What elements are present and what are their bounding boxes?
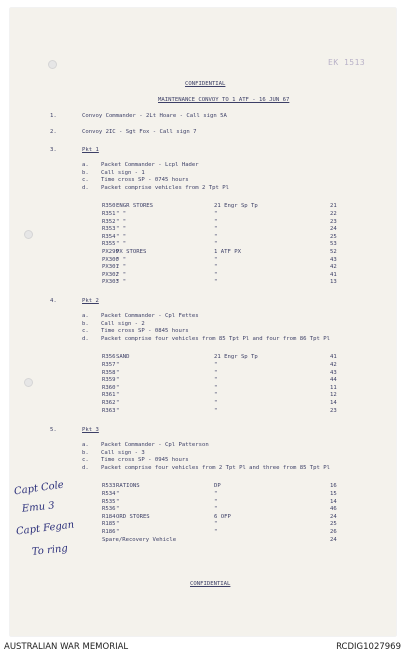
- punch-hole: [24, 378, 33, 387]
- section-number: 3.: [50, 147, 57, 153]
- vehicle-number: 26: [330, 529, 337, 535]
- vehicle-row: [102, 279, 342, 286]
- vehicle-number: 13: [330, 279, 337, 286]
- handwritten-note: Emu 3: [21, 500, 56, 515]
- vehicle-row: [102, 226, 342, 233]
- vehicle-destination: ": [214, 211, 218, 217]
- section-number: 4.: [50, 298, 57, 304]
- vehicle-load: " ": [116, 218, 127, 225]
- vehicle-number: 52: [330, 249, 337, 255]
- line-text: Time cross SP - 0845 hours: [101, 328, 189, 335]
- vehicle-row: [102, 272, 342, 279]
- vehicle-destination: ": [214, 400, 218, 406]
- vehicle-row: [102, 400, 342, 407]
- punch-hole: [24, 230, 33, 239]
- vehicle-reg: R535: [102, 498, 116, 505]
- packet-title: Pkt 3: [82, 427, 99, 433]
- vehicle-row: [102, 354, 342, 361]
- archive-stamp: EK 1513: [328, 58, 366, 67]
- vehicle-reg: R356: [102, 354, 116, 361]
- vehicle-load: ": [116, 392, 120, 399]
- line-text: Call sign - 1: [101, 169, 145, 176]
- line-text: Call sign - 3: [101, 449, 145, 456]
- vehicle-reg: R351: [102, 211, 116, 217]
- vehicle-reg: PX302: [102, 271, 119, 278]
- vehicle-load: RATIONS: [116, 483, 140, 490]
- line-letter: b.: [82, 320, 89, 327]
- vehicle-reg: R350: [102, 203, 116, 210]
- vehicle-row: [102, 537, 342, 544]
- document-title: MAINTENANCE CONVOY TO 1 ATF - 16 JUN 67: [158, 97, 290, 103]
- vehicle-number: 23: [330, 218, 337, 225]
- vehicle-reg: R186: [102, 529, 116, 535]
- vehicle-destination: ": [214, 506, 218, 513]
- vehicle-destination: ": [214, 369, 218, 376]
- vehicle-reg: R353: [102, 226, 116, 233]
- archive-reference: RCDIG1027969: [336, 642, 401, 652]
- vehicle-number: 23: [330, 407, 337, 414]
- vehicle-load: ": [116, 506, 120, 513]
- vehicle-reg: R536: [102, 506, 116, 513]
- line-text: Packet Commander - Cpl Patterson: [101, 442, 209, 448]
- line-text: Time cross SP - 0945 hours: [101, 457, 189, 464]
- classification-footer: CONFIDENTIAL: [190, 581, 231, 587]
- vehicle-reg: PX300: [102, 256, 119, 263]
- vehicle-load: " ": [116, 264, 127, 271]
- vehicle-number: 16: [330, 483, 337, 490]
- vehicle-load: ": [116, 384, 120, 391]
- vehicle-load: ": [116, 369, 120, 376]
- vehicle-destination: ": [214, 218, 218, 225]
- vehicle-destination: 1 ATF PX: [214, 249, 241, 255]
- vehicle-destination: ": [214, 384, 218, 391]
- vehicle-row: [102, 249, 342, 256]
- line-letter: c.: [82, 177, 89, 184]
- line-letter: c.: [82, 328, 89, 335]
- vehicle-number: 42: [330, 362, 337, 368]
- line-letter: a.: [82, 162, 89, 168]
- vehicle-row: [102, 264, 342, 271]
- vehicle-reg: R184: [102, 513, 116, 520]
- vehicle-reg: R534: [102, 491, 116, 497]
- vehicle-load: " ": [116, 256, 127, 263]
- vehicle-load: ": [116, 529, 120, 535]
- vehicle-row: [102, 257, 342, 264]
- vehicle-destination: ": [214, 529, 218, 535]
- line-letter: a.: [82, 442, 89, 448]
- line-text: Call sign - 2: [101, 320, 145, 327]
- vehicle-row: [102, 219, 342, 226]
- vehicle-destination: ": [214, 271, 218, 278]
- vehicle-number: 41: [330, 354, 337, 361]
- vehicle-number: 25: [330, 521, 337, 528]
- handwritten-note: Capt Cole: [13, 479, 65, 498]
- vehicle-row: [102, 234, 342, 241]
- vehicle-number: 24: [330, 513, 337, 520]
- vehicle-destination: 21 Engr Sp Tp: [214, 203, 258, 210]
- vehicle-reg: R533: [102, 483, 116, 490]
- packet-title: Pkt 2: [82, 298, 99, 304]
- vehicle-number: 21: [330, 203, 337, 210]
- vehicle-row: [102, 483, 342, 490]
- line-text: Packet comprise vehicles from 2 Tpt Pl: [101, 184, 229, 191]
- line-letter: b.: [82, 169, 89, 176]
- vehicle-destination: DP: [214, 483, 221, 490]
- archive-footer: [0, 638, 405, 654]
- vehicle-load: ENGR STORES: [116, 203, 154, 210]
- vehicle-load: ": [116, 407, 120, 414]
- vehicle-number: 43: [330, 369, 337, 376]
- vehicle-reg: Spare/Recovery Vehicle: [102, 536, 177, 543]
- vehicle-row: [102, 392, 342, 399]
- line-text: Packet Commander - Cpl Fettes: [101, 313, 199, 319]
- vehicle-destination: ": [214, 233, 218, 240]
- vehicle-destination: ": [214, 377, 218, 384]
- vehicle-reg: R352: [102, 218, 116, 225]
- vehicle-destination: ": [214, 256, 218, 263]
- line-letter: d.: [82, 184, 89, 191]
- vehicle-row: [102, 408, 342, 415]
- vehicle-number: 53: [330, 241, 337, 248]
- vehicle-reg: R363: [102, 407, 116, 414]
- vehicle-reg: R358: [102, 369, 116, 376]
- vehicle-destination: ": [214, 226, 218, 233]
- vehicle-load: ": [116, 521, 120, 528]
- item-number: 2.: [50, 129, 57, 135]
- vehicle-reg: R362: [102, 400, 116, 406]
- vehicle-row: [102, 377, 342, 384]
- vehicle-row: [102, 211, 342, 218]
- vehicle-row: [102, 370, 342, 377]
- vehicle-number: 24: [330, 536, 337, 543]
- section-number: 5.: [50, 427, 57, 433]
- vehicle-number: 24: [330, 226, 337, 233]
- vehicle-reg: R355: [102, 241, 116, 248]
- vehicle-number: 42: [330, 264, 337, 271]
- vehicle-load: ": [116, 362, 120, 368]
- vehicle-load: ": [116, 400, 120, 406]
- item-text: Convoy 2IC - Sgt Fox - Call sign 7: [82, 129, 197, 135]
- vehicle-destination: ": [214, 241, 218, 248]
- vehicle-load: ": [116, 491, 120, 497]
- vehicle-row: [102, 499, 342, 506]
- vehicle-row: [102, 241, 342, 248]
- vehicle-destination: ": [214, 498, 218, 505]
- line-letter: d.: [82, 464, 89, 471]
- line-letter: a.: [82, 313, 89, 319]
- vehicle-reg: R360: [102, 384, 116, 391]
- line-letter: d.: [82, 335, 89, 342]
- packet-title: Pkt 1: [82, 147, 99, 153]
- classification-header: CONFIDENTIAL: [185, 81, 226, 87]
- vehicle-destination: ": [214, 407, 218, 414]
- vehicle-reg: PX299: [102, 249, 119, 255]
- line-letter: c.: [82, 457, 89, 464]
- vehicle-number: 41: [330, 271, 337, 278]
- vehicle-destination: ": [214, 362, 218, 368]
- vehicle-load: PX STORES: [116, 249, 147, 255]
- vehicle-load: ORD STORES: [116, 513, 150, 520]
- vehicle-number: 43: [330, 256, 337, 263]
- vehicle-load: " ": [116, 271, 127, 278]
- vehicle-load: SAND: [116, 354, 130, 361]
- vehicle-number: 44: [330, 377, 337, 384]
- line-text: Packet Commander - Lcpl Hader: [101, 162, 199, 168]
- vehicle-number: 14: [330, 498, 337, 505]
- vehicle-load: ": [116, 498, 120, 505]
- line-text: Time cross SP - 0745 hours: [101, 177, 189, 184]
- vehicle-reg: PX301: [102, 264, 119, 271]
- vehicle-number: 12: [330, 392, 337, 399]
- vehicle-load: " ": [116, 241, 127, 248]
- vehicle-row: [102, 529, 342, 536]
- vehicle-number: 46: [330, 506, 337, 513]
- document-page: [10, 8, 396, 636]
- punch-hole: [48, 60, 57, 69]
- vehicle-destination: 21 Engr Sp Tp: [214, 354, 258, 361]
- vehicle-destination: ": [214, 491, 218, 497]
- vehicle-destination: ": [214, 279, 218, 286]
- line-text: Packet comprise four vehicles from 85 Tpt Pl and four from 86 Tpt Pl: [101, 335, 331, 342]
- vehicle-load: " ": [116, 233, 127, 240]
- vehicle-destination: ": [214, 392, 218, 399]
- vehicle-load: " ": [116, 211, 127, 217]
- vehicle-row: [102, 506, 342, 513]
- line-text: Packet comprise four vehicles from 2 Tpt Pl and three from 85 Tpt Pl: [101, 464, 331, 471]
- archive-name: AUSTRALIAN WAR MEMORIAL: [4, 642, 129, 652]
- vehicle-row: [102, 491, 342, 498]
- line-letter: b.: [82, 449, 89, 456]
- vehicle-row: [102, 203, 342, 210]
- vehicle-load: " ": [116, 279, 127, 286]
- vehicle-row: [102, 514, 342, 521]
- vehicle-destination: 6 OFP: [214, 513, 231, 520]
- handwritten-note: To ring: [31, 543, 69, 558]
- vehicle-number: 25: [330, 233, 337, 240]
- vehicle-load: " ": [116, 226, 127, 233]
- vehicle-number: 11: [330, 384, 337, 391]
- vehicle-number: 15: [330, 491, 337, 497]
- vehicle-reg: R357: [102, 362, 116, 368]
- vehicle-row: [102, 362, 342, 369]
- vehicle-number: 22: [330, 211, 337, 217]
- vehicle-reg: R359: [102, 377, 116, 384]
- item-number: 1.: [50, 113, 57, 119]
- item-text: Convoy Commander - 2Lt Hoare - Call sign 5A: [82, 113, 227, 119]
- vehicle-reg: R354: [102, 233, 116, 240]
- vehicle-load: ": [116, 377, 120, 384]
- vehicle-destination: ": [214, 264, 218, 271]
- vehicle-reg: PX303: [102, 279, 119, 286]
- handwritten-note: Capt Fegan: [15, 519, 75, 538]
- vehicle-reg: R361: [102, 392, 116, 399]
- vehicle-number: 14: [330, 400, 337, 406]
- vehicle-row: [102, 385, 342, 392]
- vehicle-row: [102, 521, 342, 528]
- vehicle-reg: R185: [102, 521, 116, 528]
- vehicle-destination: ": [214, 521, 218, 528]
